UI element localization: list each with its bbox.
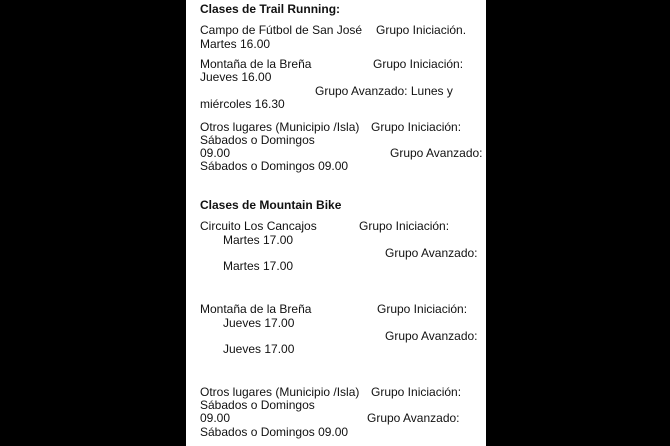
mtb-beginner-label: Grupo Iniciación: (359, 219, 450, 233)
trail-schedule-text: 09.00 (200, 146, 231, 160)
trail-beginner-label: Grupo Iniciación: (373, 57, 464, 71)
trail-advanced-label: Grupo Avanzado: Lunes y (315, 84, 453, 98)
trail-location-san-jose: Campo de Fútbol de San José (200, 23, 363, 37)
document-page (186, 0, 486, 446)
trail-schedule-text: Sábados o Domingos 09.00 (200, 159, 349, 173)
trail-schedule-text: Martes 16.00 (200, 37, 271, 51)
mtb-location-other: Otros lugares (Municipio /Isla) (200, 385, 360, 399)
mtb-advanced-label: Grupo Avanzado: (367, 411, 460, 425)
mtb-location-cancajos: Circuito Los Cancajos (200, 219, 317, 233)
mtb-advanced-label: Grupo Avanzado: (385, 246, 478, 260)
mtb-schedule-text: Sábados o Domingos (200, 398, 315, 412)
mtb-schedule-text: Martes 17.00 (223, 259, 294, 273)
mtb-advanced-label: Grupo Avanzado: (385, 329, 478, 343)
mtb-schedule-text: Sábados o Domingos 09.00 (200, 425, 349, 439)
trail-running-heading: Clases de Trail Running: (200, 2, 341, 16)
trail-beginner-label: Grupo Iniciación: (371, 120, 462, 134)
trail-advanced-label: Grupo Avanzado: (390, 146, 483, 160)
mtb-schedule-text: Martes 17.00 (223, 233, 294, 247)
mtb-location-brena: Montaña de la Breña (200, 302, 312, 316)
mtb-schedule-text: Jueves 17.00 (223, 316, 295, 330)
mtb-schedule-text: 09.00 (200, 411, 231, 425)
mountain-bike-heading: Clases de Mountain Bike (200, 198, 342, 212)
trail-location-brena: Montaña de la Breña (200, 57, 312, 71)
mtb-beginner-label: Grupo Iniciación: (377, 302, 468, 316)
mtb-schedule-text: Jueves 17.00 (223, 342, 295, 356)
mtb-beginner-label: Grupo Iniciación: (371, 385, 462, 399)
trail-schedule-text: miércoles 16.30 (200, 97, 285, 111)
trail-schedule-text: Sábados o Domingos (200, 133, 315, 147)
trail-beginner-label: Grupo Iniciación. (376, 23, 467, 37)
trail-location-other: Otros lugares (Municipio /Isla) (200, 120, 360, 134)
trail-schedule-text: Jueves 16.00 (200, 70, 272, 84)
